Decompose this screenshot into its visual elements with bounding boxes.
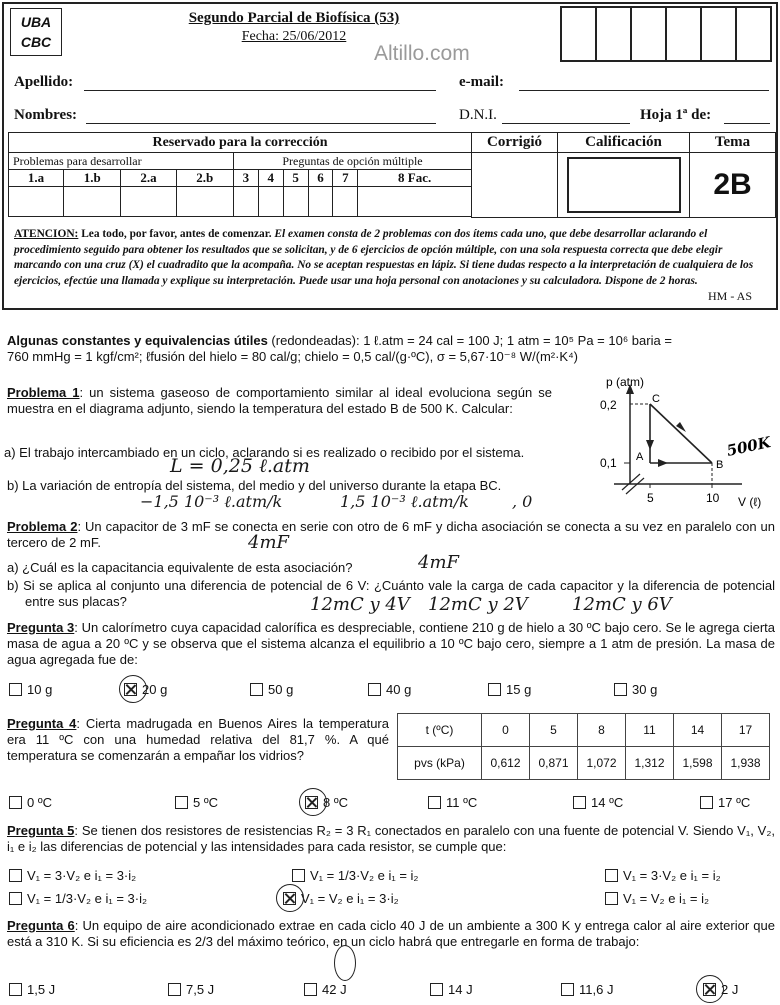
pregunta3-option[interactable]	[368, 682, 411, 697]
pregunta5-option[interactable]	[605, 868, 721, 883]
option-label: V₁ = 3·V₂ e i₁ = i₂	[623, 868, 721, 883]
table-cell: 1,938	[722, 747, 770, 780]
corrigio-label: Corrigió	[472, 133, 558, 153]
exam-date: Fecha: 25/06/2012	[241, 29, 347, 44]
table-cell: 0	[482, 714, 530, 747]
score-cell[interactable]	[630, 6, 667, 62]
option-label: V₁ = 3·V₂ e i₁ = 3·i₂	[27, 868, 137, 883]
pregunta3-statement: : Un calorímetro cuya capacidad calorífica es despreciable, contiene 210 g de hielo a 30 ºC bajo cero. Se le agrega cierta masa de agua a 20 ºC y se observa que el sistema alcanza el equilibrio a 10 ºC bajo cero, siempre a 1 atm de presión. La masa de agua agregada fue de:	[7, 620, 775, 667]
option-label: 17 ºC	[718, 795, 751, 810]
answer-circle	[119, 675, 147, 703]
score-cells	[562, 6, 772, 62]
problema1-text	[7, 385, 552, 417]
checkbox[interactable]	[9, 983, 22, 996]
problema2-text	[7, 519, 775, 551]
table-cell: 0,612	[482, 747, 530, 780]
diagram-xtick: 5	[647, 491, 654, 505]
corrigio-cell[interactable]	[472, 153, 558, 218]
problema1-label: Problema 1	[7, 385, 80, 400]
diagram-ytick: 0,2	[600, 398, 617, 412]
option-label: 1,5 J	[27, 982, 56, 997]
score-cell[interactable]	[560, 6, 597, 62]
pregunta3-option[interactable]	[488, 682, 531, 697]
grade-cell[interactable]	[121, 187, 176, 217]
option-label: 14 J	[448, 982, 473, 997]
handwritten-answer-1a: L = 0,25 ℓ.atm	[170, 455, 310, 477]
exam-title: Segundo Parcial de Biofísica (53)	[188, 10, 400, 26]
col-header: 4	[258, 170, 283, 187]
pregunta3-label: Pregunta 3	[7, 620, 75, 635]
pregunta3-text	[7, 620, 775, 668]
option-label: 5 ºC	[193, 795, 218, 810]
uba-cbc-logo	[10, 8, 62, 56]
pregunta4-option[interactable]	[700, 795, 750, 810]
grade-cell[interactable]	[176, 187, 233, 217]
table-head-p: pvs (kPa)	[398, 747, 482, 780]
attention-text1: Lea todo, por favor, antes de comenzar.	[78, 228, 275, 240]
pregunta6-option[interactable]	[304, 982, 347, 997]
handwritten-answer-2b-1: 12mC y 4V	[310, 594, 410, 615]
pregunta6-option[interactable]	[9, 982, 55, 997]
pregunta6-option[interactable]	[561, 982, 613, 997]
pregunta6-option[interactable]	[168, 982, 214, 997]
table-cell: 11	[626, 714, 674, 747]
grade-cell[interactable]	[258, 187, 283, 217]
option-label: 10 g	[27, 682, 53, 697]
checkbox[interactable]	[9, 892, 22, 905]
answer-circle	[696, 975, 724, 1003]
pregunta3-option[interactable]	[614, 682, 657, 697]
col-header: 2.b	[176, 170, 233, 187]
pregunta4-text	[7, 716, 389, 764]
pregunta5-option[interactable]	[9, 891, 147, 906]
option-label: 14 ºC	[591, 795, 624, 810]
pregunta3-option[interactable]	[9, 682, 52, 697]
apellido-field[interactable]	[84, 90, 436, 91]
diagram-point-b: B	[716, 459, 724, 471]
checkbox[interactable]	[573, 796, 586, 809]
handwritten-answer-1b-universe: , 0	[512, 492, 533, 511]
option-label: V₁ = 1/3·V₂ e i₁ = 3·i₂	[27, 891, 148, 906]
grade-cell[interactable]	[64, 187, 121, 217]
diagram-xtick: 10	[706, 491, 720, 505]
hoja-label: Hoja 1ª de:	[640, 107, 712, 123]
checkbox[interactable]	[9, 869, 22, 882]
option-label: 0 ºC	[27, 795, 52, 810]
option-label: 50 g	[268, 682, 294, 697]
diagram-point-c: C	[652, 393, 660, 405]
problema2-statement: : Un capacitor de 3 mF se conecta en serie con otro de 6 mF y dicha asociación se conecta a su vez en paralelo con un tercero de 2 mF.	[7, 519, 775, 550]
col-header: 1.b	[64, 170, 121, 187]
attention-notice	[14, 227, 766, 289]
col-header: 2.a	[121, 170, 176, 187]
answer-circle	[299, 788, 327, 816]
pregunta5-label: Pregunta 5	[7, 823, 75, 838]
dni-label: D.N.I.	[459, 107, 497, 123]
pregunta4-statement: : Cierta madrugada en Buenos Aires la temperatura era 11 ºC con una humedad relativa del 81,7 %. A qué temperatura se comenzarán a empañar los vidrios?	[7, 716, 389, 763]
option-label: 15 g	[506, 682, 532, 697]
nombres-label: Nombres:	[14, 107, 78, 123]
col-header: 6	[308, 170, 333, 187]
constants-line2: 760 mmHg = 1 kgf/cm²; ℓfusión del hielo = 80 cal/g; chielo = 0,5 cal/(g·ºC), σ = 5,67·10⁻⁸ W/(m²·K⁴)	[7, 349, 579, 364]
option-label: V₁ = V₂ e i₁ = i₂	[623, 891, 710, 906]
option-label: 8 ºC	[323, 795, 348, 810]
grade-cell[interactable]	[358, 187, 472, 217]
checkbox[interactable]	[9, 796, 22, 809]
problema1-item-a: a) El trabajo intercambiado en un ciclo, aclarando si es realizado o recibido por el sistema.	[4, 445, 525, 460]
col-header: 3	[233, 170, 258, 187]
apellido-label: Apellido:	[14, 74, 74, 90]
checkbox[interactable]	[488, 683, 501, 696]
constants-line1: (redondeadas): 1 ℓ.atm = 24 cal = 100 J; 1 atm = 10⁵ Pa = 10⁶ baria =	[267, 333, 672, 348]
checkbox[interactable]	[292, 869, 305, 882]
problemas-label: Problemas para desarrollar	[9, 153, 234, 170]
pregunta6-label: Pregunta 6	[7, 918, 75, 933]
answer-circle	[276, 884, 304, 912]
initials: HM - AS	[707, 289, 752, 303]
checkbox[interactable]	[428, 796, 441, 809]
handwritten-answer-1b-medium: 1,5 10⁻³ ℓ.atm/k	[340, 492, 469, 511]
diagram-xlabel: V (ℓ)	[738, 495, 762, 509]
pregunta4-option[interactable]	[428, 795, 477, 810]
pregunta5-option[interactable]	[9, 868, 136, 883]
pv-diagram	[592, 372, 778, 510]
checkbox[interactable]	[168, 983, 181, 996]
grade-cell[interactable]	[9, 187, 64, 217]
reserved-label: Reservado para la corrección	[9, 133, 472, 153]
table-cell: 14	[674, 714, 722, 747]
option-label: V₁ = 1/3·V₂ e i₁ = i₂	[310, 868, 419, 883]
handwritten-answer-2b-2: 12mC y 2V	[428, 594, 528, 615]
score-cell[interactable]	[700, 6, 737, 62]
dni-field[interactable]	[502, 123, 630, 124]
exam-header	[2, 2, 778, 310]
handwritten-500k: 500K	[725, 433, 773, 460]
pregunta5-statement: : Se tienen dos resistores de resistencias R₂ = 3 R₁ conectados en paralelo con una fuente de potencial V. Siendo V₁, V₂, i₁ e i₂ las diferencias de potencial y las intensidades para cada resistor, se cumple que:	[7, 823, 775, 854]
handwritten-answer-2b-3: 12mC y 6V	[572, 594, 672, 615]
score-cell[interactable]	[735, 6, 772, 62]
grade-cell[interactable]	[308, 187, 333, 217]
pregunta3-option[interactable]	[250, 682, 293, 697]
handwritten-mark	[334, 945, 356, 981]
checkbox[interactable]	[250, 683, 263, 696]
table-head-t: t (ºC)	[398, 714, 482, 747]
checkbox[interactable]	[9, 683, 22, 696]
nombres-field[interactable]	[86, 123, 436, 124]
col-header: 8 Fac.	[358, 170, 472, 187]
calificacion-label: Calificación	[558, 133, 690, 153]
logo-line-uba: UBA	[20, 14, 52, 30]
checkbox[interactable]	[605, 892, 618, 905]
option-label: 40 g	[386, 682, 412, 697]
email-field[interactable]	[519, 90, 769, 91]
option-label: 20 g	[142, 682, 168, 697]
score-cell[interactable]	[595, 6, 632, 62]
pregunta5-option[interactable]	[292, 868, 418, 883]
vapor-pressure-table	[397, 713, 770, 780]
col-header: 1.a	[9, 170, 64, 187]
table-cell: 0,871	[530, 747, 578, 780]
pregunta4-option[interactable]	[175, 795, 218, 810]
problema1-statement: : un sistema gaseoso de comportamiento similar al ideal evoluciona según se muestra en el diagrama adjunto, siendo la temperatura del estado B de 500 K. Calcular:	[7, 385, 552, 416]
email-label: e-mail:	[459, 74, 504, 90]
pregunta4-option[interactable]	[573, 795, 623, 810]
problema1-item-b: b) La variación de entropía del sistema, del medio y del universo durante la etapa BC.	[7, 478, 502, 493]
checkbox[interactable]	[614, 683, 627, 696]
problema2-item-a: a) ¿Cuál es la capacitancia equivalente de esta asociación?	[7, 560, 353, 575]
grading-table	[471, 132, 776, 218]
checkbox[interactable]	[430, 983, 443, 996]
pregunta4-option[interactable]	[9, 795, 52, 810]
preguntas-label: Preguntas de opción múltiple	[233, 153, 471, 170]
option-label: 2 J	[721, 982, 739, 997]
checkbox[interactable]	[605, 869, 618, 882]
table-cell: 5	[530, 714, 578, 747]
col-header: 5	[283, 170, 308, 187]
option-label: 42 J	[322, 982, 347, 997]
pregunta6-option[interactable]	[430, 982, 473, 997]
option-label: 7,5 J	[186, 982, 215, 997]
diagram-point-a: A	[636, 451, 644, 463]
grade-cell[interactable]	[333, 187, 358, 217]
table-cell: 17	[722, 714, 770, 747]
col-header: 7	[333, 170, 358, 187]
option-label: 11,6 J	[579, 982, 614, 997]
table-cell: 1,598	[674, 747, 722, 780]
calificacion-cell[interactable]	[558, 153, 690, 218]
constants-title: Algunas constantes y equivalencias útiles	[7, 333, 268, 348]
tema-label: Tema	[690, 133, 776, 153]
grade-cell[interactable]	[283, 187, 308, 217]
checkbox[interactable]	[700, 796, 713, 809]
constants-block	[7, 333, 775, 365]
checkbox[interactable]	[175, 796, 188, 809]
attention-lead: ATENCION:	[14, 228, 79, 240]
pregunta4-label: Pregunta 4	[7, 716, 77, 731]
handwritten-answer-1b-system: −1,5 10⁻³ ℓ.atm/k	[140, 492, 283, 511]
hoja-field[interactable]	[724, 123, 770, 124]
option-label: V₁ = V₂ e i₁ = 3·i₂	[301, 891, 399, 906]
problema2-label: Problema 2	[7, 519, 78, 534]
pregunta5-text	[7, 823, 775, 855]
checkbox[interactable]	[368, 683, 381, 696]
table-cell: 8	[578, 714, 626, 747]
attention-text2: El examen consta de 2 problemas con dos ítems cada uno, que debe desarrollar aclarando el procedimiento seguido para obtener los resultados que se solicitan, y de 6 ejercicios de opción múltiple, con una sola respuesta correcta que debe elegir marcando con una cruz (X) el cuadradito que la acompaña. No se aceptan respuestas en lápiz. Si tiene dudas respecto a la interpretación de cualquiera de los ejercicios, efectúe una llamada y explique su interpretación. Puede usar una hoja personal con anotaciones y su calculadora. Dispone de 2 horas.	[14, 228, 754, 287]
diagram-ytick: 0,1	[600, 456, 617, 470]
tema-value: 2B	[690, 153, 776, 218]
diagram-ylabel: p (atm)	[606, 375, 645, 389]
checkbox[interactable]	[304, 983, 317, 996]
logo-line-cbc: CBC	[20, 34, 52, 50]
problema2-item-b: b) Si se aplica al conjunto una diferencia de potencial de 6 V: ¿Cuánto vale la carga de cada capacitor y la diferencia de potencial entre sus placas?	[7, 578, 775, 609]
pregunta5-option[interactable]	[605, 891, 709, 906]
pregunta6-statement: : Un equipo de aire acondicionado extrae en cada ciclo 40 J de un ambiente a 300 K y entrega calor al aire exterior que está a 310 K. Si su eficiencia es 2/3 del máximo teórico, en un ciclo habrá que entregarle en forma de trabajo:	[7, 918, 775, 949]
watermark: Altillo.com	[374, 42, 470, 65]
checkbox[interactable]	[561, 983, 574, 996]
table-cell: 1,072	[578, 747, 626, 780]
pregunta6-text	[7, 918, 775, 950]
score-cell[interactable]	[665, 6, 702, 62]
table-cell: 1,312	[626, 747, 674, 780]
correction-table	[8, 132, 472, 217]
option-label: 30 g	[632, 682, 658, 697]
handwritten-total: 4mF	[248, 532, 290, 553]
option-label: 11 ºC	[446, 795, 478, 810]
grade-cell[interactable]	[233, 187, 258, 217]
handwritten-answer-2a: 4mF	[418, 552, 460, 573]
